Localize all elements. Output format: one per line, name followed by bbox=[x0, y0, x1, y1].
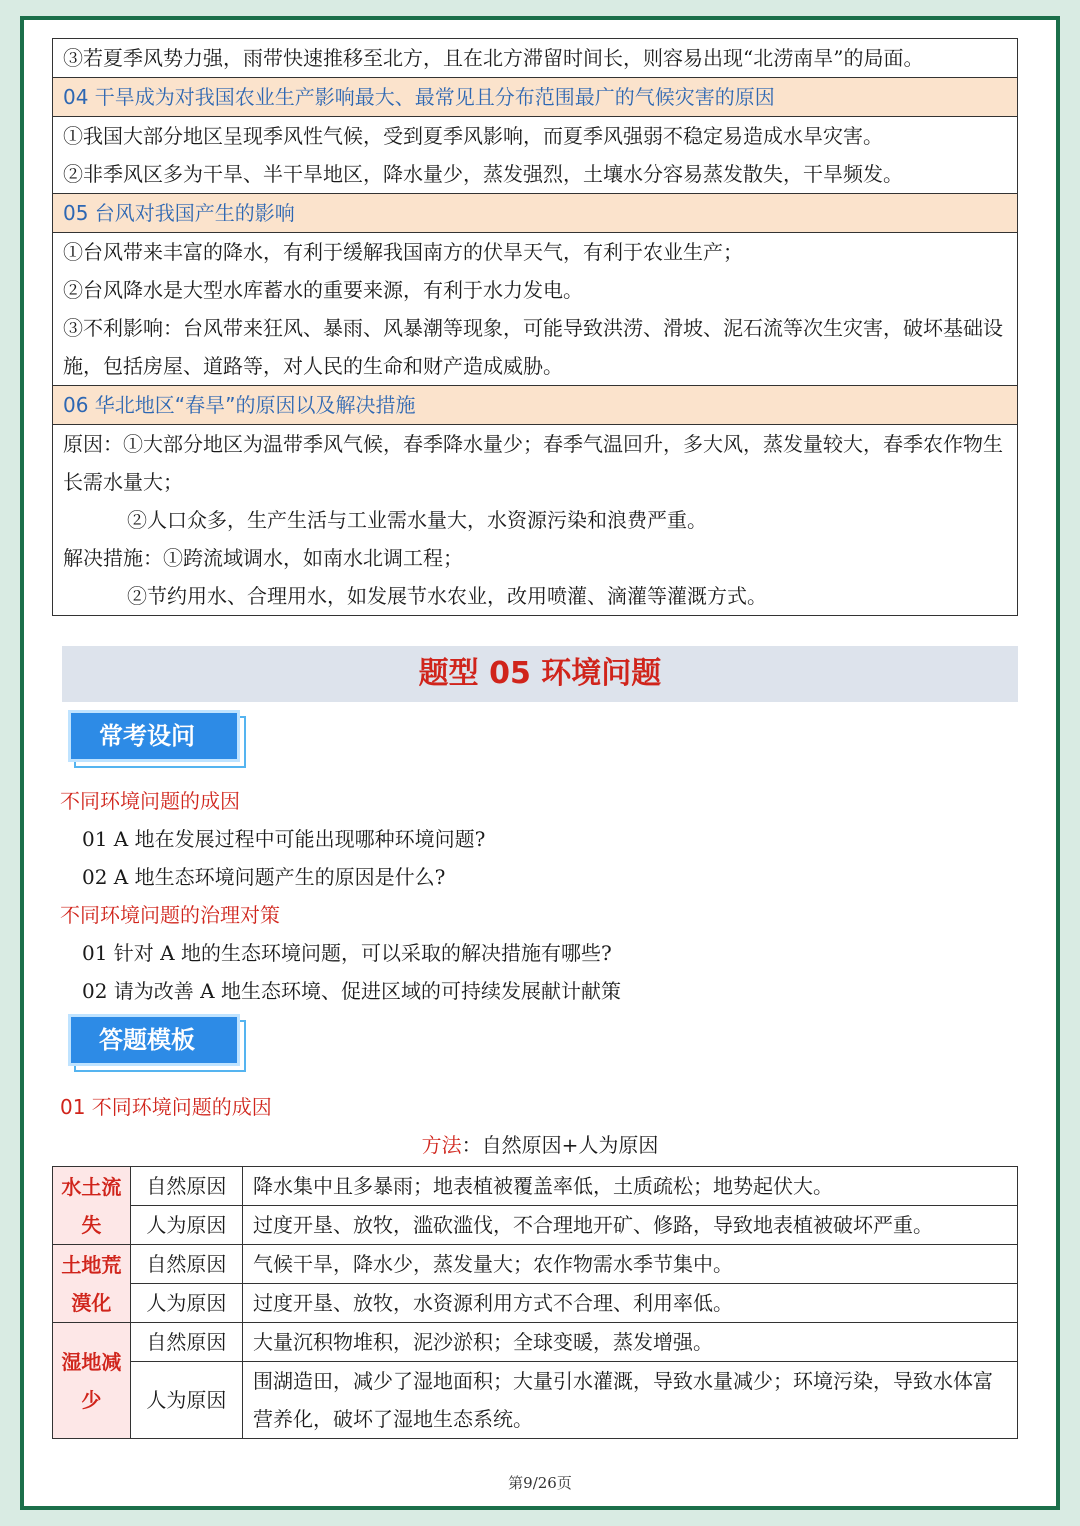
answer-template-tag bbox=[68, 1014, 248, 1074]
method-text: ：自然原因+人为原因 bbox=[461, 1133, 659, 1157]
table-row bbox=[53, 1323, 1018, 1362]
table-row bbox=[53, 1167, 1018, 1206]
content-cell: 气候干旱，降水少，蒸发量大；农作物需水季节集中。 bbox=[242, 1245, 1017, 1284]
subcategory-cell: 人为原因 bbox=[130, 1284, 242, 1323]
page-frame bbox=[20, 16, 1060, 1510]
subcategory-cell: 自然原因 bbox=[130, 1167, 242, 1206]
tag-label: 常考设问 bbox=[68, 710, 240, 762]
category-cell: 土地荒漠化 bbox=[53, 1245, 131, 1323]
paragraph: ②非季风区多为干旱、半干旱地区，降水量少，蒸发强烈，土壤水分容易蒸发散失，干旱频发。 bbox=[63, 162, 903, 186]
table-row bbox=[53, 233, 1018, 386]
method-line bbox=[62, 1126, 1018, 1164]
tag-label: 答题模板 bbox=[68, 1014, 240, 1066]
reasons-table bbox=[52, 38, 1018, 616]
subcategory-cell: 人为原因 bbox=[130, 1362, 242, 1439]
subcategory-cell: 人为原因 bbox=[130, 1206, 242, 1245]
template-subheading: 01 不同环境问题的成因 bbox=[60, 1095, 272, 1119]
section-heading-06: 06 华北地区“春旱”的原因以及解决措施 bbox=[53, 386, 1018, 425]
paragraph: ③不利影响：台风带来狂风、暴雨、风暴潮等现象，可能导致洪涝、滑坡、泥石流等次生灾害，破坏基础设施，包括房屋、道路等，对人民的生命和财产造成威胁。 bbox=[63, 316, 1003, 378]
content-cell: 大量沉积物堆积，泥沙淤积；全球变暖，蒸发增强。 bbox=[242, 1323, 1017, 1362]
question-type-title: 题型 05 环境问题 bbox=[62, 646, 1018, 702]
table-row bbox=[53, 425, 1018, 616]
paragraph: ②人口众多，生产生活与工业需水量大，水资源污染和浪费严重。 bbox=[127, 508, 707, 532]
paragraph: ②节约用水、合理用水，如发展节水农业，改用喷灌、滴灌等灌溉方式。 bbox=[127, 584, 767, 608]
paragraph: ①台风带来丰富的降水，有利于缓解我国南方的伏旱天气，有利于农业生产； bbox=[63, 240, 743, 264]
page-content bbox=[52, 38, 1020, 1439]
content-cell: 降水集中且多暴雨；地表植被覆盖率低，土质疏松；地势起伏大。 bbox=[242, 1167, 1017, 1206]
section-heading-04: 04 干旱成为对我国农业生产影响最大、最常见且分布范围最广的气候灾害的原因 bbox=[53, 78, 1018, 117]
table-row bbox=[53, 1206, 1018, 1245]
table-row bbox=[53, 1245, 1018, 1284]
section-heading-05: 05 台风对我国产生的影响 bbox=[53, 194, 1018, 233]
question-item: 02 A 地生态环境问题产生的原因是什么? bbox=[82, 865, 446, 889]
table-row bbox=[53, 1284, 1018, 1323]
question-group-heading: 不同环境问题的成因 bbox=[60, 789, 240, 813]
paragraph: 原因：①大部分地区为温带季风气候，春季降水量少；春季气温回升，多大风，蒸发量较大，春季农作物生长需水量大； bbox=[63, 432, 1003, 494]
causes-table bbox=[52, 1166, 1018, 1439]
question-item: 01 针对 A 地的生态环境问题，可以采取的解决措施有哪些? bbox=[82, 941, 612, 965]
table-row: ③若夏季风势力强，雨带快速推移至北方，且在北方滞留时间长，则容易出现“北涝南旱”的局面。 bbox=[53, 39, 1018, 78]
method-label: 方法 bbox=[421, 1133, 462, 1157]
common-questions-tag bbox=[68, 710, 248, 770]
paragraph: ①我国大部分地区呈现季风性气候，受到夏季风影响，而夏季风强弱不稳定易造成水旱灾害。 bbox=[63, 124, 883, 148]
page-number: 第9/26页 bbox=[508, 1474, 572, 1492]
subcategory-cell: 自然原因 bbox=[130, 1323, 242, 1362]
table-row bbox=[53, 1362, 1018, 1439]
subcategory-cell: 自然原因 bbox=[130, 1245, 242, 1284]
question-item: 01 A 地在发展过程中可能出现哪种环境问题? bbox=[82, 827, 486, 851]
table-row bbox=[53, 117, 1018, 194]
category-cell: 湿地减少 bbox=[53, 1323, 131, 1439]
paragraph: ②台风降水是大型水库蓄水的重要来源，有利于水力发电。 bbox=[63, 278, 583, 302]
content-cell: 过度开垦、放牧，滥砍滥伐，不合理地开矿、修路，导致地表植被破坏严重。 bbox=[242, 1206, 1017, 1245]
question-group-heading: 不同环境问题的治理对策 bbox=[60, 903, 280, 927]
question-item: 02 请为改善 A 地生态环境、促进区域的可持续发展献计献策 bbox=[82, 979, 621, 1003]
content-cell: 过度开垦、放牧，水资源利用方式不合理、利用率低。 bbox=[242, 1284, 1017, 1323]
common-questions bbox=[52, 782, 1020, 1010]
category-cell: 水土流失 bbox=[53, 1167, 131, 1245]
content-cell: 围湖造田，减少了湿地面积；大量引水灌溉，导致水量减少；环境污染，导致水体富营养化，破坏了湿地生态系统。 bbox=[242, 1362, 1017, 1439]
paragraph: 解决措施：①跨流域调水，如南水北调工程； bbox=[63, 546, 463, 570]
